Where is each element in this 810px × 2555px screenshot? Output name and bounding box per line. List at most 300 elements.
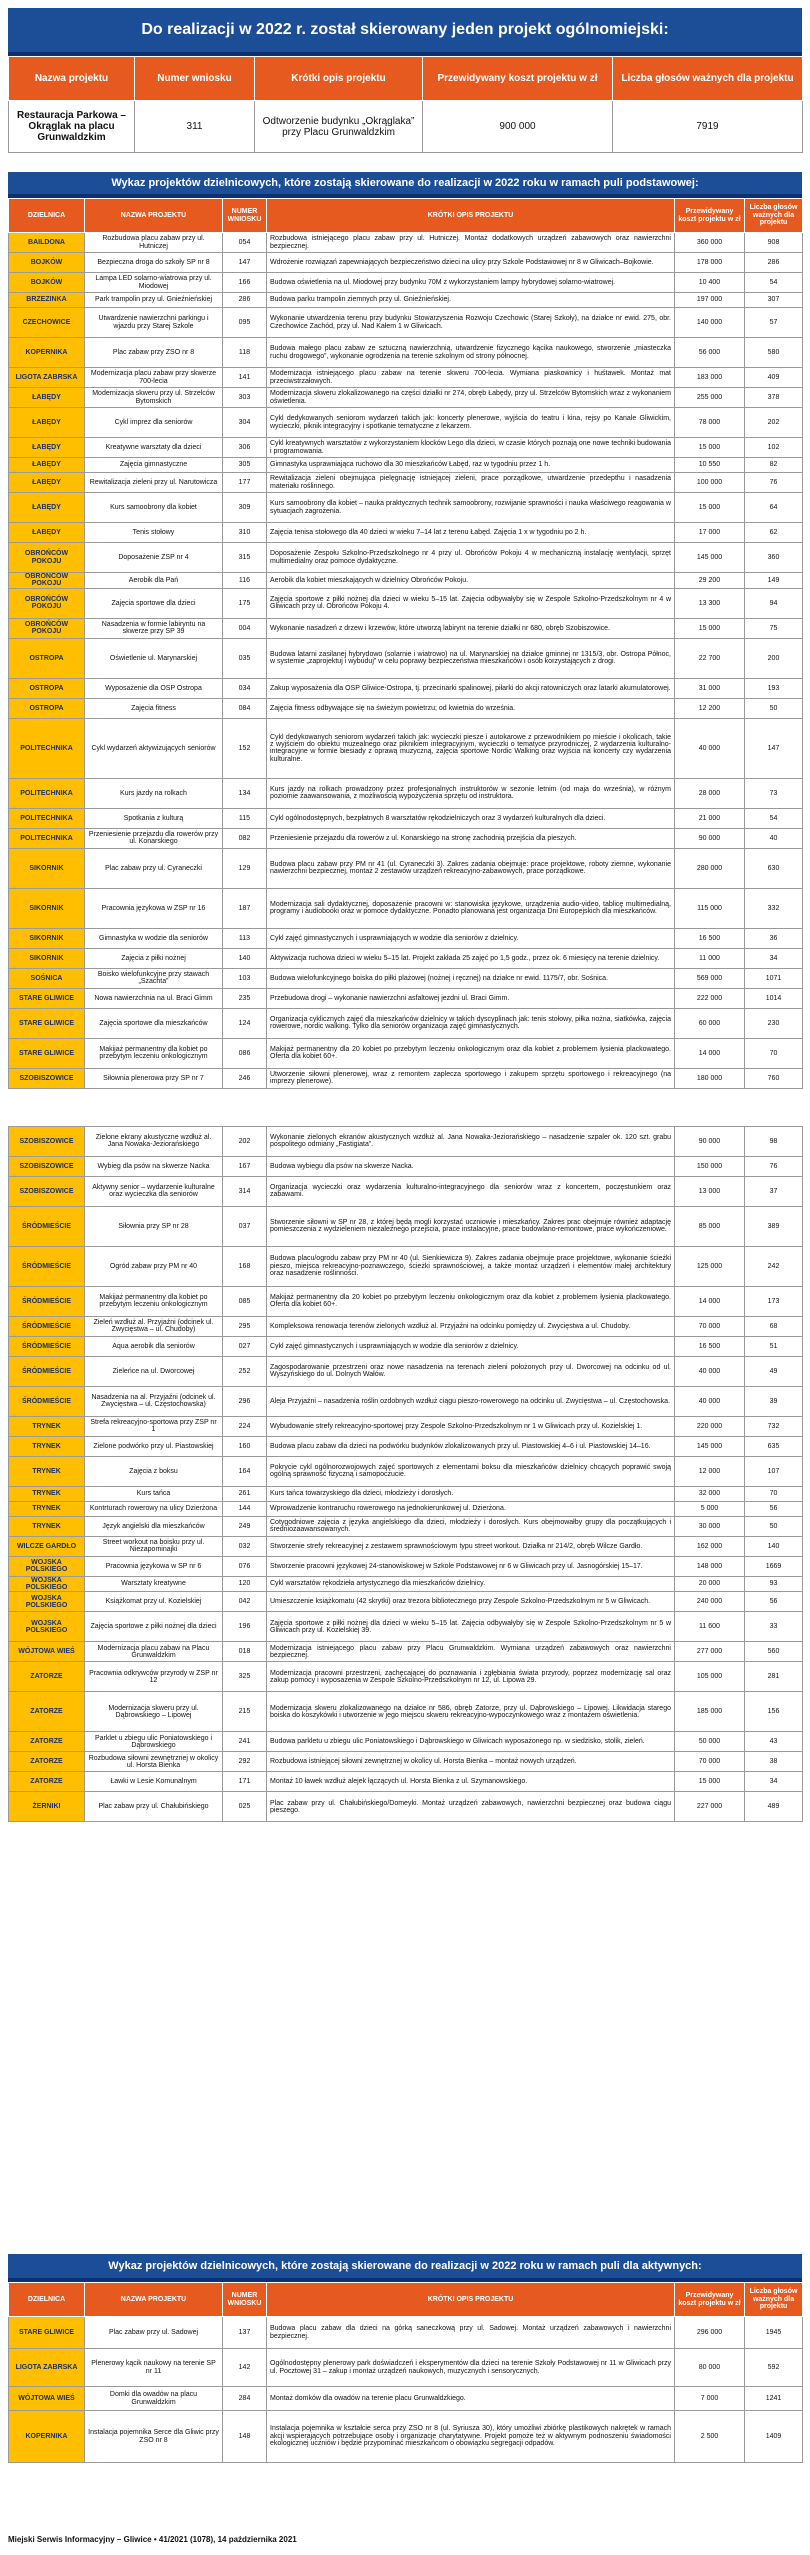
estimated-cost: 12 000 (675, 1456, 745, 1486)
estimated-cost: 7 000 (675, 2387, 745, 2411)
active-pool-rows (9, 2317, 803, 2463)
col-header: Krótki opis projektu (255, 57, 423, 101)
estimated-cost: 280 000 (675, 848, 745, 888)
request-number: 249 (223, 1516, 267, 1536)
table-row (9, 848, 803, 888)
request-number: 035 (223, 638, 267, 678)
project-name: Ogród zabaw przy PM nr 40 (85, 1246, 223, 1286)
district: BAILDONA (9, 233, 85, 253)
estimated-cost: 148 000 (675, 1556, 745, 1576)
district: ŁABĘDY (9, 438, 85, 458)
table-row (9, 1246, 803, 1286)
request-number: 175 (223, 588, 267, 618)
request-number: 166 (223, 273, 267, 293)
project-name: Zajęcia z boksu (85, 1456, 223, 1486)
project-name: Zajęcia sportowe z piłki nożnej dla dzieci (85, 1612, 223, 1642)
estimated-cost: 100 000 (675, 473, 745, 493)
valid-votes: 592 (745, 2349, 803, 2387)
district: SOŚNICA (9, 968, 85, 988)
project-name: Język angielski dla mieszkańców (85, 1516, 223, 1536)
valid-votes: 378 (745, 388, 803, 408)
project-name: Nasadzenia w formie labiryntu na skwerze przy SP 39 (85, 618, 223, 638)
valid-votes: 50 (745, 698, 803, 718)
valid-votes: 173 (745, 1286, 803, 1316)
table-row (9, 698, 803, 718)
valid-votes: 360 (745, 543, 803, 573)
table-row (9, 1592, 803, 1612)
request-number: 124 (223, 1008, 267, 1038)
estimated-cost: 145 000 (675, 1436, 745, 1456)
estimated-cost: 178 000 (675, 253, 745, 273)
request-number: 167 (223, 1156, 267, 1176)
table-row (9, 458, 803, 473)
table-row (9, 1772, 803, 1792)
district: ZATORZE (9, 1772, 85, 1792)
project-description: Cykl dedykowanych seniorom wydarzeń takich jak: koncerty plenerowe, wyjścia do teatru i kina, rejsy po Kanale Gliwickim, wycieczki, piknik integracyjny i spotkanie tematyczne z lekarzem. (267, 408, 675, 438)
project-description: Kurs jazdy na rolkach prowadzony przez profesjonalnych instruktorów w sezonie letnim (od maja do września), w różnym poziomie zaawansowania, z możliwością wypożyczenia sprzętu od instruktora. (267, 778, 675, 808)
request-number: 134 (223, 778, 267, 808)
project-name: Aerobik dla Pań (85, 573, 223, 589)
section-active-pool (8, 2254, 802, 2463)
request-number: 113 (223, 928, 267, 948)
valid-votes: 34 (745, 948, 803, 968)
project-description: Zakup wyposażenia dla OSP Gliwice-Ostropa, tj. przecinarki spalinowej, piłarki do akcji ratowniczych oraz latarki akumulatorowej. (267, 678, 675, 698)
valid-votes: 43 (745, 1732, 803, 1752)
request-number: 027 (223, 1336, 267, 1356)
district: LIGOTA ZABRSKA (9, 368, 85, 388)
table-row (9, 1486, 803, 1501)
estimated-cost: 150 000 (675, 1156, 745, 1176)
estimated-cost: 90 000 (675, 1126, 745, 1156)
valid-votes: 140 (745, 1536, 803, 1556)
request-number: 306 (223, 438, 267, 458)
request-number: 224 (223, 1416, 267, 1436)
district: ZATORZE (9, 1732, 85, 1752)
project-name: Bezpieczna droga do szkoły SP nr 8 (85, 253, 223, 273)
project-name: Domki dla owadów na placu Grunwaldzkim (85, 2387, 223, 2411)
valid-votes: 307 (745, 293, 803, 308)
district: BOJKÓW (9, 273, 85, 293)
project-description: Kompleksowa renowacja terenów zielonych wzdłuż al. Przyjaźni na odcinku pomiędzy ul. Zwycięstwa a ul. Chudoby. (267, 1316, 675, 1336)
valid-votes: 908 (745, 233, 803, 253)
estimated-cost: 56 000 (675, 338, 745, 368)
district: OBROŃCÓW POKOJU (9, 618, 85, 638)
table-row (9, 1662, 803, 1692)
col-header: DZIELNICA (9, 199, 85, 233)
valid-votes: 1669 (745, 1556, 803, 1576)
estimated-cost: 105 000 (675, 1662, 745, 1692)
table-row (9, 718, 803, 778)
project-name: Street workout na boisku przy ul. Niezapominajki (85, 1536, 223, 1556)
project-name: Doposażenie ZSP nr 4 (85, 543, 223, 573)
request-number: 147 (223, 253, 267, 273)
estimated-cost: 185 000 (675, 1692, 745, 1732)
valid-votes: 94 (745, 588, 803, 618)
section-basic-pool (8, 172, 802, 1822)
table-row (9, 948, 803, 968)
valid-votes: 49 (745, 1356, 803, 1386)
project-description: Modernizacja skweru zlokalizowanego na działce nr 586, obręb Zatorze, przy ul. Dąbrowskiego – Lipowej. Likwidacja starego boiska do koszykówki i utworzenie w jego miejscu skweru rekreacyjno-wypoczynkowego wraz z montażem oświetlenia. (267, 1692, 675, 1732)
request-number: 115 (223, 808, 267, 828)
project-name: Spotkania z kulturą (85, 808, 223, 828)
project-name: Rozbudowa placu zabaw przy ul. Hutniczej (85, 233, 223, 253)
request-number: 314 (223, 1176, 267, 1206)
estimated-cost: 22 700 (675, 638, 745, 678)
district: SZOBISZOWICE (9, 1068, 85, 1088)
project-name: Makijaż permanentny dla kobiet po przebytym leczeniu onkologicznym (85, 1038, 223, 1068)
table-row (9, 438, 803, 458)
district: WOJSKA POLSKIEGO (9, 1592, 85, 1612)
project-name: Kontrturach rowerowy na ulicy Dzierżona (85, 1501, 223, 1516)
district: ŚRÓDMIEŚCIE (9, 1316, 85, 1336)
request-number: 141 (223, 368, 267, 388)
valid-votes: 1409 (745, 2411, 803, 2463)
valid-votes: 62 (745, 523, 803, 543)
table-row (9, 928, 803, 948)
project-name: Kurs samoobrony dla kobiet (85, 493, 223, 523)
request-number: 252 (223, 1356, 267, 1386)
project-description: Budowa placu zabaw dla dzieci na podwórku budynków zlokalizowanych przy ul. Piastowskiej 4–6 i ul. Piastowskiej 14–16. (267, 1436, 675, 1456)
valid-votes: 73 (745, 778, 803, 808)
request-number: 215 (223, 1692, 267, 1732)
valid-votes: 56 (745, 1592, 803, 1612)
valid-votes: 580 (745, 338, 803, 368)
request-number: 241 (223, 1732, 267, 1752)
project-description: Cykl zajęć gimnastycznych i usprawniających w wodzie dla seniorów z dzielnicy. (267, 928, 675, 948)
estimated-cost: 360 000 (675, 233, 745, 253)
district: BOJKÓW (9, 253, 85, 273)
estimated-cost: 17 000 (675, 523, 745, 543)
district: LIGOTA ZABRSKA (9, 2349, 85, 2387)
valid-votes: 286 (745, 253, 803, 273)
project-name: Instalacja pojemnika Serce dla Gliwic przy ZSO nr 8 (85, 2411, 223, 2463)
request-number: 295 (223, 1316, 267, 1336)
district: ŚRÓDMIEŚCIE (9, 1206, 85, 1246)
project-description: Kurs tańca towarzyskiego dla dzieci, młodzieży i dorosłych. (267, 1486, 675, 1501)
table-row (9, 1126, 803, 1156)
estimated-cost: 11 000 (675, 948, 745, 968)
project-description: Wybudowanie strefy rekreacyjno-sportowej przy Zespole Szkolno-Przedszkolnym nr 1 w Gliwicach przy ul. Kozielskiej 1. (267, 1416, 675, 1436)
district: TRYNEK (9, 1486, 85, 1501)
table-row (9, 338, 803, 368)
project-description: Budowa placu/ogrodu zabaw przy PM nr 40 (ul. Sienkiewicza 9). Zakres zadania obejmuje prace projektowe, wykonanie ścieżki pieszo, miejsca rekreacyjno-poznawczego, ścieżki sprawnościowej, a także montaż urządzeń i elementów małej architektury oraz nasadzenie roślinności. (267, 1246, 675, 1286)
section-active-pool-title: Wykaz projektów dzielnicowych, które zostają skierowane do realizacji w 2022 roku w ramach puli dla aktywnych: (8, 2254, 802, 2282)
estimated-cost: 32 000 (675, 1486, 745, 1501)
request-number: 310 (223, 523, 267, 543)
project-description: Umieszczenie książkomatu (42 skrytki) oraz trezora bibliotecznego przy Zespole Szkolno-Przedszkolnym nr 5 w Gliwicach. (267, 1592, 675, 1612)
project-description: Zajęcia fitness odbywające się na świeżym powietrzu; od kwietnia do września. (267, 698, 675, 718)
valid-votes: 36 (745, 928, 803, 948)
district: ZATORZE (9, 1752, 85, 1772)
project-name: Parklet u zbiegu ulic Poniatowskiego i Dąbrowskiego (85, 1732, 223, 1752)
estimated-cost: 20 000 (675, 1576, 745, 1592)
table-row (9, 588, 803, 618)
table-row (9, 1692, 803, 1732)
table-row (9, 888, 803, 928)
estimated-cost: 14 000 (675, 1038, 745, 1068)
table-row (9, 473, 803, 493)
table-row (9, 808, 803, 828)
estimated-cost: 222 000 (675, 988, 745, 1008)
project-description: Rozbudowa istniejącego placu zabaw przy ul. Hutniczej. Montaż dodatkowych urządzeń zabawowych oraz nawierzchni bezpiecznej. (267, 233, 675, 253)
project-description: Montaż 10 ławek wzdłuż alejek łączących ul. Horsta Bienka z ul. Szymanowskiego. (267, 1772, 675, 1792)
estimated-cost: 296 000 (675, 2317, 745, 2349)
estimated-cost: 183 000 (675, 368, 745, 388)
request-number: 118 (223, 338, 267, 368)
district: TRYNEK (9, 1501, 85, 1516)
estimated-cost: 240 000 (675, 1592, 745, 1612)
project-description: Cotygodniowe zajęcia z języka angielskiego dla dzieci, młodzieży i dorosłych. Kurs obejmowałby grupy dla początkujących i średniozaawansowanych. (267, 1516, 675, 1536)
request-number: 142 (223, 2349, 267, 2387)
project-name: Pracownia odkrywców przyrody w ZSP nr 12 (85, 1662, 223, 1692)
estimated-cost: 15 000 (675, 493, 745, 523)
basic-pool-table-part1 (8, 198, 803, 1089)
project-name: Zielone ekrany akustyczne wzdłuż al. Jana Nowaka-Jeziorańskiego (85, 1126, 223, 1156)
project-name: Zieleń wzdłuż al. Przyjaźni (odcinek ul. Zwycięstwa – ul. Chudoby) (85, 1316, 223, 1336)
request-number: 315 (223, 543, 267, 573)
table-row (9, 1732, 803, 1752)
district: STARE GLIWICE (9, 988, 85, 1008)
valid-votes: 630 (745, 848, 803, 888)
table-row (9, 638, 803, 678)
district: ŁABĘDY (9, 388, 85, 408)
district: WOJSKA POLSKIEGO (9, 1556, 85, 1576)
project-name: Zielone podwórko przy ul. Piastowskiej (85, 1436, 223, 1456)
project-name: Utwardzenie nawierzchni parkingu i wjazdu przy Starej Szkole (85, 308, 223, 338)
estimated-cost: 40 000 (675, 718, 745, 778)
valid-votes: 389 (745, 1206, 803, 1246)
citywide-row (9, 101, 803, 153)
project-name: Modernizacja skweru przy ul. Dąbrowskiego – Lipowej (85, 1692, 223, 1732)
basic-pool-rows-part1 (9, 233, 803, 1089)
col-header: NUMER WNIOSKU (223, 2283, 267, 2317)
estimated-cost: 30 000 (675, 1516, 745, 1536)
estimated-cost: 13 000 (675, 1176, 745, 1206)
project-description: Budowa oświetlenia na ul. Miodowej przy budynku 70M z wykorzystaniem lampy hybrydowej solarno-wiatrowej. (267, 273, 675, 293)
valid-votes: 193 (745, 678, 803, 698)
district: WOJSKA POLSKIEGO (9, 1612, 85, 1642)
project-description: Gimnastyka usprawniająca ruchowo dla 30 mieszkańców Łabęd, raz w tygodniu przez 1 h. (267, 458, 675, 473)
project-description: Pokrycie cykl ogólnorozwojowych zajęć sportowych z elementami boksu dla mieszkańców dzielnicy chcących poprawić swoją ogólną sprawność fizyczną i samopoczucie. (267, 1456, 675, 1486)
project-description: Wykonanie zielonych ekranów akustycznych wzdłuż al. Jana Nowaka-Jeziorańskiego – nasadzenie szpaler ok. 120 szt. grabu pospolitego odmiany „Fastigiata”. (267, 1126, 675, 1156)
project-description: Zagospodarowanie przestrzeni oraz nowe nasadzenia na terenach zieleni położonych przy ul. Dworcowej na odcinku od ul. Wyszyńskiego do ul. Dolnych Wałów. (267, 1356, 675, 1386)
table-row (9, 1008, 803, 1038)
request-number: 004 (223, 618, 267, 638)
district: SIKORNIK (9, 848, 85, 888)
estimated-cost: 11 600 (675, 1612, 745, 1642)
project-description: Wprowadzenie kontraruchu rowerowego na jednokierunkowej ul. Dzierżona. (267, 1501, 675, 1516)
estimated-cost: 125 000 (675, 1246, 745, 1286)
table-row (9, 1068, 803, 1088)
valid-votes: 76 (745, 473, 803, 493)
district: STARE GLIWICE (9, 2317, 85, 2349)
request-number: 042 (223, 1592, 267, 1612)
district: POLITECHNIKA (9, 808, 85, 828)
col-header: Liczba głosów ważnych dla projektu (613, 57, 803, 101)
valid-votes: 93 (745, 1576, 803, 1592)
project-description: Budowa placu zabaw przy PM nr 41 (ul. Cyraneczki 3). Zakres zadania obejmuje: prace projektowe, roboty ziemne, wykonanie nawierzchni bezpiecznej, montaż 2 zestawów urządzeń rekreacyjno-zabawowych, prace porządkowe. (267, 848, 675, 888)
valid-votes: 102 (745, 438, 803, 458)
valid-votes: 1014 (745, 988, 803, 1008)
valid-votes: 54 (745, 273, 803, 293)
valid-votes: 560 (745, 1642, 803, 1662)
table-row (9, 368, 803, 388)
estimated-cost: 255 000 (675, 388, 745, 408)
district: SZOBISZOWICE (9, 1176, 85, 1206)
estimated-cost: 10 550 (675, 458, 745, 473)
project-name: Kreatywne warsztaty dla dzieci (85, 438, 223, 458)
request-number: 177 (223, 473, 267, 493)
table-header-row (9, 199, 803, 233)
valid-votes: 202 (745, 408, 803, 438)
district: SZOBISZOWICE (9, 1156, 85, 1176)
table-row (9, 573, 803, 589)
project-name: Nasadzenia na al. Przyjaźni (odcinek ul. Zwycięstwa – ul. Częstochowska) (85, 1386, 223, 1416)
district: OBROŃCÓW POKOJU (9, 543, 85, 573)
request-number: 085 (223, 1286, 267, 1316)
estimated-cost: 90 000 (675, 828, 745, 848)
project-description: Stworzenie pracowni językowej 24-stanowiskowej w Szkole Podstawowej nr 6 w Gliwicach przy ul. Jasnogórskiej 15–17. (267, 1556, 675, 1576)
project-name: Zajęcia sportowe dla dzieci (85, 588, 223, 618)
table-row (9, 293, 803, 308)
estimated-cost: 40 000 (675, 1356, 745, 1386)
section-citywide (8, 8, 802, 153)
valid-votes: 39 (745, 1386, 803, 1416)
page-footer: Miejski Serwis Informacyjny – Gliwice • 41/2021 (1078), 14 października 2021 (8, 2535, 297, 2544)
request-number: 160 (223, 1436, 267, 1456)
project-name: Zajęcia z piłki nożnej (85, 948, 223, 968)
project-name: Siłownia plenerowa przy SP nr 7 (85, 1068, 223, 1088)
project-description: Makijaż permanentny dla 20 kobiet po przebytym leczeniu onkologicznym oraz dla kobiet z problemem łysienia plackowatego. Oferta dla kobiet 60+. (267, 1286, 675, 1316)
estimated-cost: 28 000 (675, 778, 745, 808)
project-description: Stworzenie strefy rekreacyjnej z zestawem sprawnościowym typu street workout. Działka nr 214/2, obręb Wilcze Gardło. (267, 1536, 675, 1556)
district: POLITECHNIKA (9, 718, 85, 778)
request-number: 025 (223, 1792, 267, 1822)
table-row (9, 1516, 803, 1536)
project-name: Plac zabaw przy ul. Cyraneczki (85, 848, 223, 888)
valid-votes: 200 (745, 638, 803, 678)
project-description: Modernizacja istniejącego placu zabaw przy Placu Grunwaldzkim. Wymiana urządzeń zabawowych oraz nawierzchni bezpiecznej. (267, 1642, 675, 1662)
table-row (9, 1576, 803, 1592)
district: OBROŃCÓW POKOJU (9, 573, 85, 589)
valid-votes: 760 (745, 1068, 803, 1088)
request-number: 120 (223, 1576, 267, 1592)
valid-votes: 70 (745, 1486, 803, 1501)
table-row (9, 2349, 803, 2387)
project-name: Plac zabaw przy ul. Chałubińskiego (85, 1792, 223, 1822)
project-name: Nowa nawierzchnia na ul. Braci Gimm (85, 988, 223, 1008)
project-description: Ogólnodostępny plenerowy park doświadczeń i eksperymentów dla dzieci na terenie Szkoły Podstawowej nr 11 w Gliwicach przy ul. Pocztowej 31 – zakup i montaż urządzeń naukowych, muzycznych i sensorycznych. (267, 2349, 675, 2387)
estimated-cost: 162 000 (675, 1536, 745, 1556)
table-row (9, 1316, 803, 1336)
project-name: Zajęcia sportowe dla mieszkańców (85, 1008, 223, 1038)
project-name: Wyposażenie dla OSP Ostropa (85, 678, 223, 698)
citywide-table (8, 56, 803, 153)
request-number: 032 (223, 1536, 267, 1556)
project-name: Kurs tańca (85, 1486, 223, 1501)
project-description: Montaż domków dla owadów na terenie placu Grunwaldzkiego. (267, 2387, 675, 2411)
estimated-cost: 85 000 (675, 1206, 745, 1246)
table-row (9, 1556, 803, 1576)
district: ZATORZE (9, 1662, 85, 1692)
active-pool-table (8, 2282, 803, 2463)
request-number: 303 (223, 388, 267, 408)
basic-pool-table-part2 (8, 1126, 803, 1823)
table-row (9, 388, 803, 408)
table-row (9, 273, 803, 293)
project-name: Siłownia przy SP nr 28 (85, 1206, 223, 1246)
valid-votes: 37 (745, 1176, 803, 1206)
estimated-cost: 29 200 (675, 573, 745, 589)
request-number: 116 (223, 573, 267, 589)
table-row (9, 1176, 803, 1206)
project-name: Lampa LED solarno-wiatrowa przy ul. Miodowej (85, 273, 223, 293)
request-number: 054 (223, 233, 267, 253)
page-break-gap (8, 1089, 802, 1126)
project-description: Zajęcia sportowe z piłki nożnej dla dzieci w wieku 5–15 lat. Zajęcia odbywałyby się w Zespole Szkolno-Przedszkolnym nr 4 w Gliwicach przy ul. Obrońców Pokoju 4. (267, 588, 675, 618)
project-description: Cykl kreatywnych warsztatów z wykorzystaniem klocków Lego dla dzieci, w czasie których poznają one nowe techniki budowania i programowania. (267, 438, 675, 458)
estimated-cost: 227 000 (675, 1792, 745, 1822)
valid-votes: 40 (745, 828, 803, 848)
project-description: Zajęcia sportowe z piłki nożnej dla dzieci w wieku 5–15 lat. Zajęcia odbywałyby się w Zespole Szkolno-Przedszkolnym nr 5 w Gliwicach przy ul. Kozielskiej 39. (267, 1612, 675, 1642)
district: ŚRÓDMIEŚCIE (9, 1356, 85, 1386)
project-description: Cykl ogólnodostępnych, bezpłatnych 8 warsztatów rękodzielniczych oraz 3 wydarzeń kulturalnych dla dzieci. (267, 808, 675, 828)
table-row (9, 1336, 803, 1356)
project-name: Aqua aerobik dla seniorów (85, 1336, 223, 1356)
project-description: Budowa placu zabaw dla dzieci na górką saneczkową przy ul. Sadowej. Montaż urządzeń zabawowych i nawierzchni bezpiecznej. (267, 2317, 675, 2349)
project-name: Plenerowy kącik naukowy na terenie SP nr 11 (85, 2349, 223, 2387)
valid-votes: 54 (745, 808, 803, 828)
project-name: Pracownia językowa w SP nr 6 (85, 1556, 223, 1576)
estimated-cost: 2 500 (675, 2411, 745, 2463)
project-name: Strefa rekreacyjno-sportowa przy ZSP nr 1 (85, 1416, 223, 1436)
section-basic-pool-title: Wykaz projektów dzielnicowych, które zostają skierowane do realizacji w 2022 roku w ramach puli podstawowej: (8, 172, 802, 198)
request-number: 171 (223, 1772, 267, 1792)
estimated-cost: 197 000 (675, 293, 745, 308)
col-header: Przewidywany koszt projektu w zł (423, 57, 613, 101)
estimated-cost: 13 300 (675, 588, 745, 618)
project-description: Budowa parkletu u zbiegu ulic Poniatowskiego i Dąbrowskiego w Gliwicach wyposażonego np. w siedzisko, stolik, zieleń. (267, 1732, 675, 1752)
request-number: 286 (223, 293, 267, 308)
district: OBROŃCÓW POKOJU (9, 588, 85, 618)
valid-votes: 82 (745, 458, 803, 473)
project-cost: 900 000 (423, 101, 613, 153)
project-name: Książkomat przy ul. Kozielskiej (85, 1592, 223, 1612)
project-description: Instalacja pojemnika w kształcie serca przy ZSO nr 8 (ul. Syriusza 30), który umożliwi zbiórkę plastikowych nakrętek w ramach akcji wspierających potrzebujące osoby i organizacje charytatywne. Projekt pomoże też w aktywnym podnoszeniu świadomości ekologicznej uczniów i będzie przypominać mieszkańcom o obowiązku segregacji odpadów. (267, 2411, 675, 2463)
project-description: Przebudowa drogi – wykonanie nawierzchni asfaltowej jezdni ul. Braci Gimm. (267, 988, 675, 1008)
district: WÓJTOWA WIEŚ (9, 1642, 85, 1662)
estimated-cost: 15 000 (675, 438, 745, 458)
estimated-cost: 140 000 (675, 308, 745, 338)
project-description: Aktywizacja ruchowa dzieci w wieku 5–15 lat. Projekt zakłada 25 zajęć po 1,5 godz., przez ok. 6 miesięcy na terenie dzielnicy. (267, 948, 675, 968)
table-row (9, 1286, 803, 1316)
project-description: Modernizacja istniejącego placu zabaw na terenie skweru 700-lecia. Wymiana piaskownicy i huśtawek. Montaż mat przeciwstrzałowych. (267, 368, 675, 388)
district: ŚRÓDMIEŚCIE (9, 1386, 85, 1416)
project-description: Wykonanie nasadzeń z drzew i krzewów, które utworzą labirynt na terenie działki nr 680, obręb Szobiszowice. (267, 618, 675, 638)
district: POLITECHNIKA (9, 778, 85, 808)
col-header: DZIELNICA (9, 2283, 85, 2317)
valid-votes: 149 (745, 573, 803, 589)
request-number: 084 (223, 698, 267, 718)
estimated-cost: 115 000 (675, 888, 745, 928)
project-description: Aerobik dla kobiet mieszkających w dzielnicy Obrońców Pokoju. (267, 573, 675, 589)
project-description: Odtworzenie budynku „Okrąglaka” przy Placu Grunwaldzkim (255, 101, 423, 153)
project-description: Organizacja wycieczki oraz wydarzenia kulturalno-integracyjnego dla seniorów wraz z koncertem, poczęstunkiem oraz zabawami. (267, 1176, 675, 1206)
district: KOPERNIKA (9, 2411, 85, 2463)
col-header: Liczba głosów ważnych dla projektu (745, 2283, 803, 2317)
valid-votes: 68 (745, 1316, 803, 1336)
table-row (9, 1612, 803, 1642)
